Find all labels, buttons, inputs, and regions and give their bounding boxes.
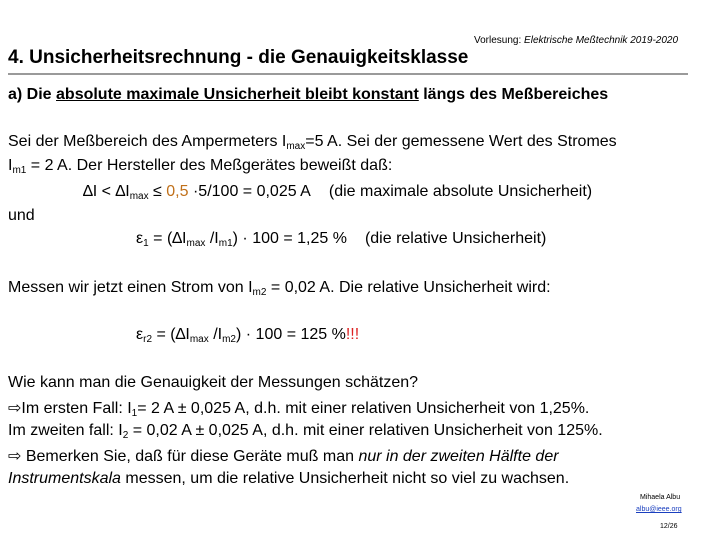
arrow-icon: ⇨ [8, 448, 22, 465]
text-line-measured-value: $I_{m1} = 2$ A. Der Hersteller des Meßgerätes beweißt daß: [8, 157, 393, 176]
slide-title: 4. Unsicherheitsrechnung - die Genauigkeitsklasse [8, 47, 469, 68]
lecture-label: Vorlesung: Elektrische Meßtechnik 2019-2020 [474, 35, 679, 46]
formula-note: (die relative Unsicherheit) [364, 230, 547, 247]
section-heading: a) Die absolute maximale Unsicherheit bleibt konstant längs des Meßbereiches [8, 86, 609, 103]
text-line-remark: ⇨ Bemerken Sie, daß für diese Geräte muß man nur in der zweiten Hälfte der [8, 448, 559, 465]
accuracy-class-value: 0,5 [166, 183, 189, 200]
exclamation-marks: !!! [345, 326, 360, 343]
formula-note: (die maximale absolute Unsicherheit) [328, 183, 593, 200]
arrow-icon: ⇨ [8, 400, 22, 417]
text-line-second-case: Im zweiten fall: $I_2 = 0,02$ A ± 0,025 A, d.h. mit einer relativen Unsicherheit von 125%. [8, 422, 603, 441]
text-line-measuring-range: Sei der Meßbereich des Ampermeters $I_{max}=5$ A. Sei der gemessene Wert des Stromes [8, 133, 617, 152]
footer-email-link[interactable]: albu@ieee.org [636, 506, 682, 513]
text-und: und [8, 207, 35, 224]
text-question: Wie kann man die Genauigkeit der Messungen schätzen? [8, 374, 419, 391]
page-number: 12/26 [660, 523, 678, 530]
footer-author: Mihaela Albu [640, 494, 681, 501]
lecture-title: Elektrische Meßtechnik 2019-2020 [524, 35, 679, 46]
text-line-second-current: Messen wir jetzt einen Strom von $I_{m2} = 0,02$ A. Die relative Unsicherheit wird: [8, 279, 551, 298]
text-line-first-case: ⇨Im ersten Fall: $I_1= 2$ A ± 0,025 A, d.h. mit einer relativen Unsicherheit von 1,25%. [8, 400, 590, 419]
formula-absolute-uncertainty: $\Delta I < \Delta I_{max} \le 0,5 \cdot 5/100 = 0,025$ A (die maximale absolute Unsicherheit) [83, 183, 593, 202]
formula-relative-uncertainty-2: $\varepsilon_{r2} = (\Delta I_{max}$ $/I_{m2}) \cdot 100 = 125$ %!!! [136, 326, 360, 345]
text-line-remark-cont: Instrumentskala messen, um die relative Unsicherheit nicht so viel zu wachsen. [8, 470, 570, 487]
title-divider [8, 73, 688, 75]
formula-relative-uncertainty-1: $\varepsilon_1 = (\Delta I_{max}$ $/I_{m1}) \cdot 100 = 1,25$ % (die relative Unsicherheit) [136, 230, 547, 249]
